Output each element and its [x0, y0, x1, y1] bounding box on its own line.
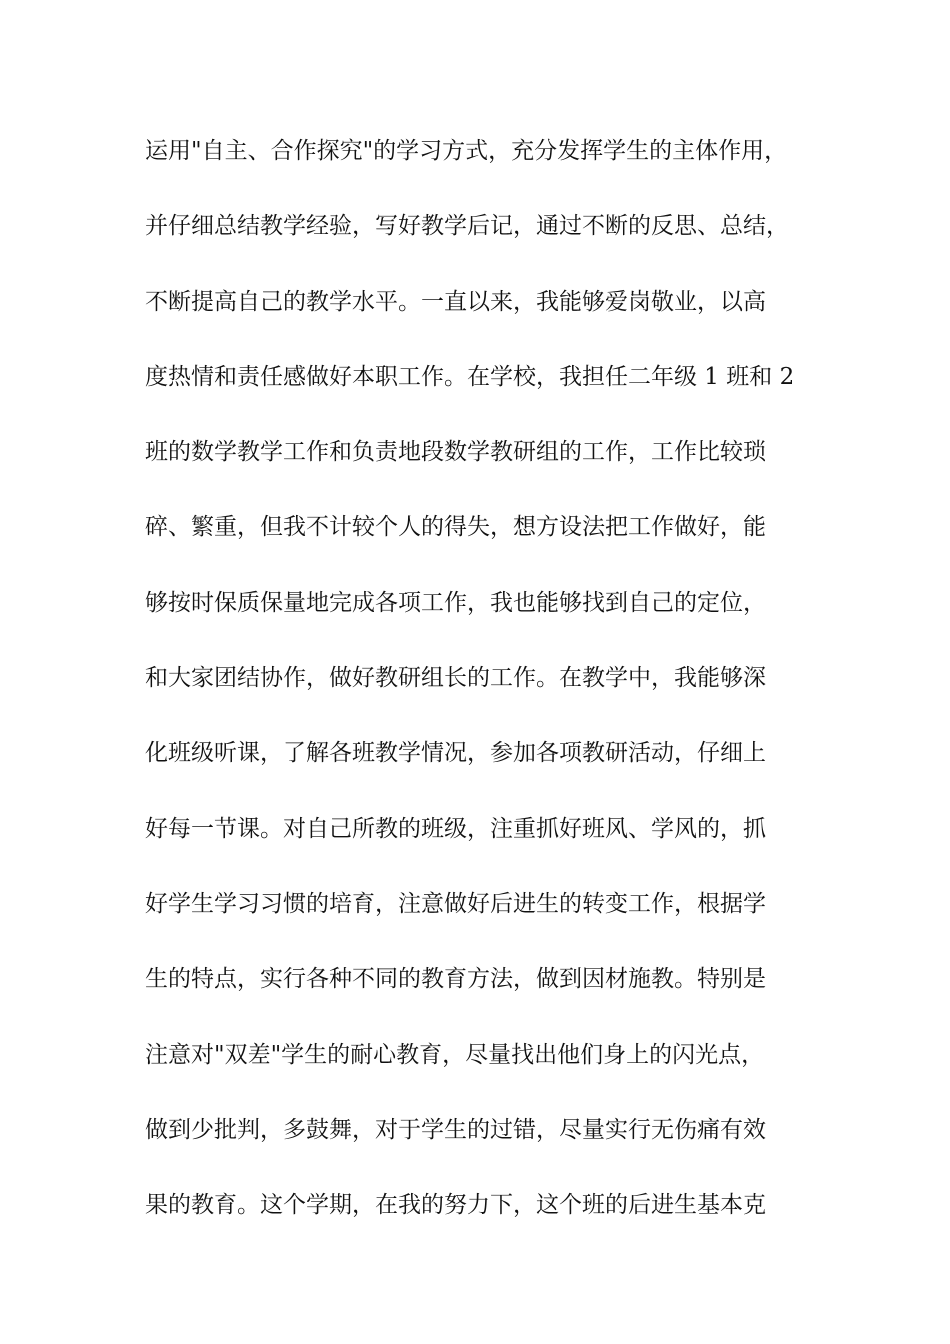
- text-line: 并仔细总结教学经验，写好教学后记，通过不断的反思、总结，: [145, 213, 789, 240]
- text-line: 运用"自主、合作探究"的学习方式，充分发挥学生的主体作用，: [145, 138, 788, 164]
- text-line: 碎、繁重，但我不计较个人的得失，想方设法把工作做好，能: [145, 514, 766, 541]
- text-line: 好学生学习习惯的培育，注意做好后进生的转变工作，根据学: [145, 890, 766, 917]
- text-line: 不断提高自己的教学水平。一直以来，我能够爱岗敬业，以高: [145, 288, 766, 315]
- text-line: 注意对"双差"学生的耐心教育，尽量找出他们身上的闪光点，: [145, 1041, 765, 1068]
- text-line: 好每一节课。对自己所教的班级，注重抓好班风、学风的，抓: [145, 815, 766, 842]
- text-line: 化班级听课，了解各班教学情况，参加各项教研活动，仔细上: [145, 740, 766, 767]
- text-line: 班的数学教学工作和负责地段数学教研组的工作，工作比较琐: [145, 439, 766, 466]
- body-text: [145, 128, 825, 1257]
- text-line: 度热情和责任感做好本职工作。在学校，我担任二年级 1 班和 2: [145, 363, 795, 390]
- text-line: 够按时保质保量地完成各项工作，我也能够找到自己的定位，: [145, 589, 766, 616]
- text-line: 做到少批判，多鼓舞，对于学生的过错，尽量实行无伤痛有效: [145, 1116, 766, 1143]
- text-line: 生的特点，实行各种不同的教育方法，做到因材施教。特别是: [145, 966, 766, 993]
- text-line: 和大家团结协作，做好教研组长的工作。在教学中，我能够深: [145, 665, 766, 692]
- text-line: 果的教育。这个学期，在我的努力下，这个班的后进生基本克: [145, 1192, 766, 1219]
